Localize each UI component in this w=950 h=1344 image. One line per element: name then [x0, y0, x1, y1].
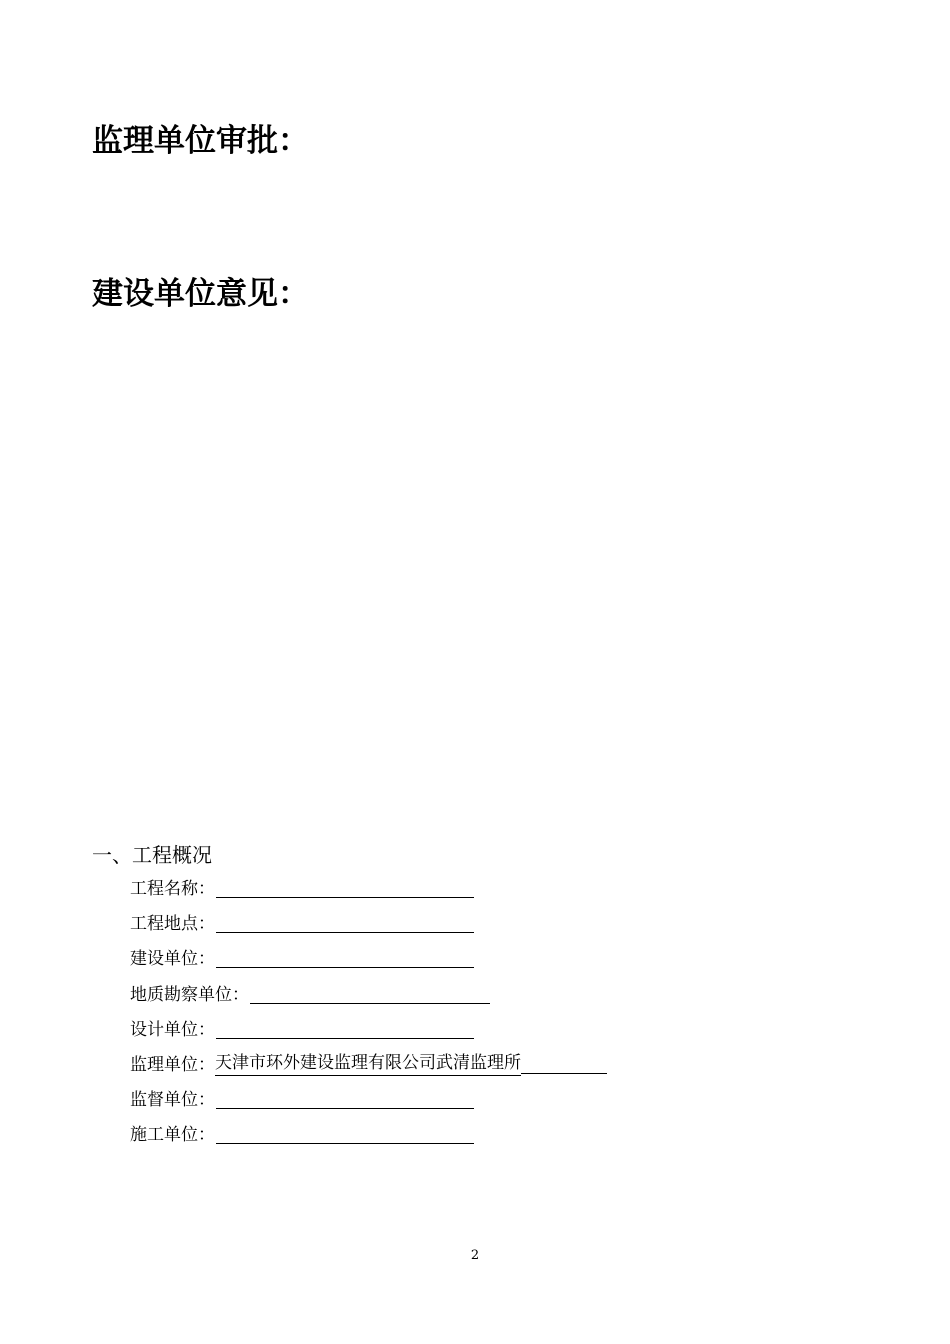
owner-blank: [216, 945, 474, 968]
field-row-supervision: [130, 1051, 607, 1086]
geotech-blank: [250, 981, 490, 1004]
field-row-project-name: [130, 875, 607, 910]
field-row-owner: [130, 945, 607, 980]
owner-opinion-heading: 建设单位意见：: [92, 276, 309, 312]
field-row-contractor: [130, 1121, 607, 1156]
design-blank: [216, 1016, 474, 1039]
field-label: 施工单位：: [130, 1125, 215, 1146]
field-label: 地质勘察单位：: [130, 984, 249, 1005]
oversight-blank: [216, 1086, 474, 1109]
field-row-geotech: [130, 981, 607, 1016]
field-label: 设计单位：: [130, 1019, 215, 1040]
supervision-approval-heading: 监理单位审批：: [92, 123, 309, 159]
field-label: 工程名称：: [130, 879, 215, 899]
field-label: 建设单位：: [130, 949, 215, 970]
field-row-design: [130, 1016, 607, 1051]
field-row-project-location: [130, 910, 607, 945]
field-label: 工程地点：: [130, 914, 215, 935]
section-title: 一、工程概况: [92, 843, 212, 867]
project-name-blank: [216, 875, 474, 898]
supervision-unit-value: 天津市环外建设监理有限公司武清监理所: [215, 1051, 521, 1076]
project-overview-fields: [130, 875, 607, 1157]
field-row-oversight: [130, 1086, 607, 1121]
field-label: 监督单位：: [130, 1090, 215, 1111]
supervision-underline-tail: [521, 1051, 607, 1074]
page-number: 2: [470, 1248, 480, 1263]
project-location-blank: [216, 910, 474, 933]
contractor-blank: [216, 1121, 474, 1144]
field-label: 监理单位：: [130, 1054, 215, 1075]
